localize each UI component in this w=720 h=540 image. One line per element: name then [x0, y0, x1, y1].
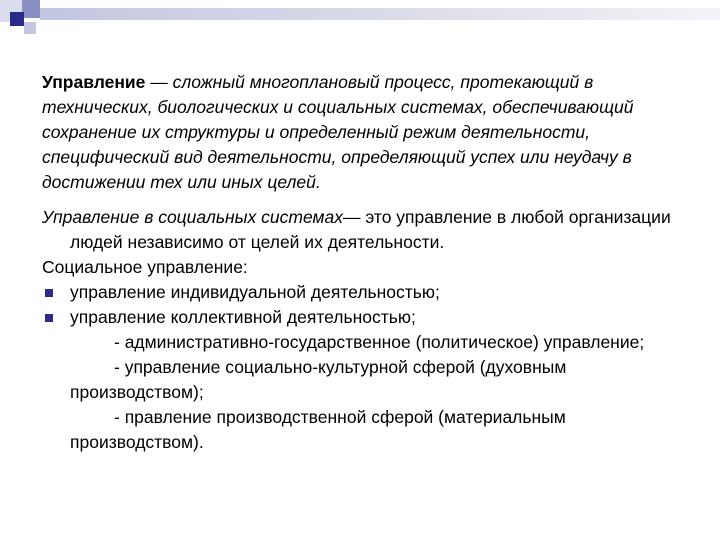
deco-square-small [24, 22, 36, 34]
definition-term: Управление [42, 72, 146, 92]
square-bullet-icon [45, 289, 53, 297]
slide-body [42, 70, 682, 455]
header-decoration [0, 0, 720, 50]
social-definition [42, 205, 682, 255]
social-term: Управление в социальных системах [42, 207, 343, 227]
square-bullet-icon [45, 314, 53, 322]
social-management-block [42, 205, 682, 455]
definition-paragraph [42, 70, 682, 195]
social-definition-text: — это управление в любой организации людей независимо от целей их деятельности. [70, 207, 671, 252]
sub-item: - управление социально-культурной сферой (духовным производством); [70, 357, 567, 402]
header-gradient-bar [40, 8, 720, 20]
list-item [42, 305, 682, 330]
social-heading: Социальное управление: [42, 257, 248, 277]
deco-square-dark [10, 12, 24, 26]
definition-text: — сложный многоплановый процесс, протекающий в технических, биологических и социальных системах, обеспечивающий сохранение их структуры и определенный режим деятельности, специфический вид деятельности, определяющий успех или неудачу в достижении тех или иных целей. [42, 72, 634, 192]
sub-item: - правление производственной сферой (материальным производством). [70, 407, 566, 452]
bullet-text: управление индивидуальной деятельностью; [70, 282, 440, 302]
sub-item: - административно-государственное (политическое) управление; [114, 332, 645, 352]
deco-square-mid [22, 0, 40, 18]
list-item [42, 280, 682, 305]
bullet-text: управление коллективной деятельностью; [70, 307, 416, 327]
